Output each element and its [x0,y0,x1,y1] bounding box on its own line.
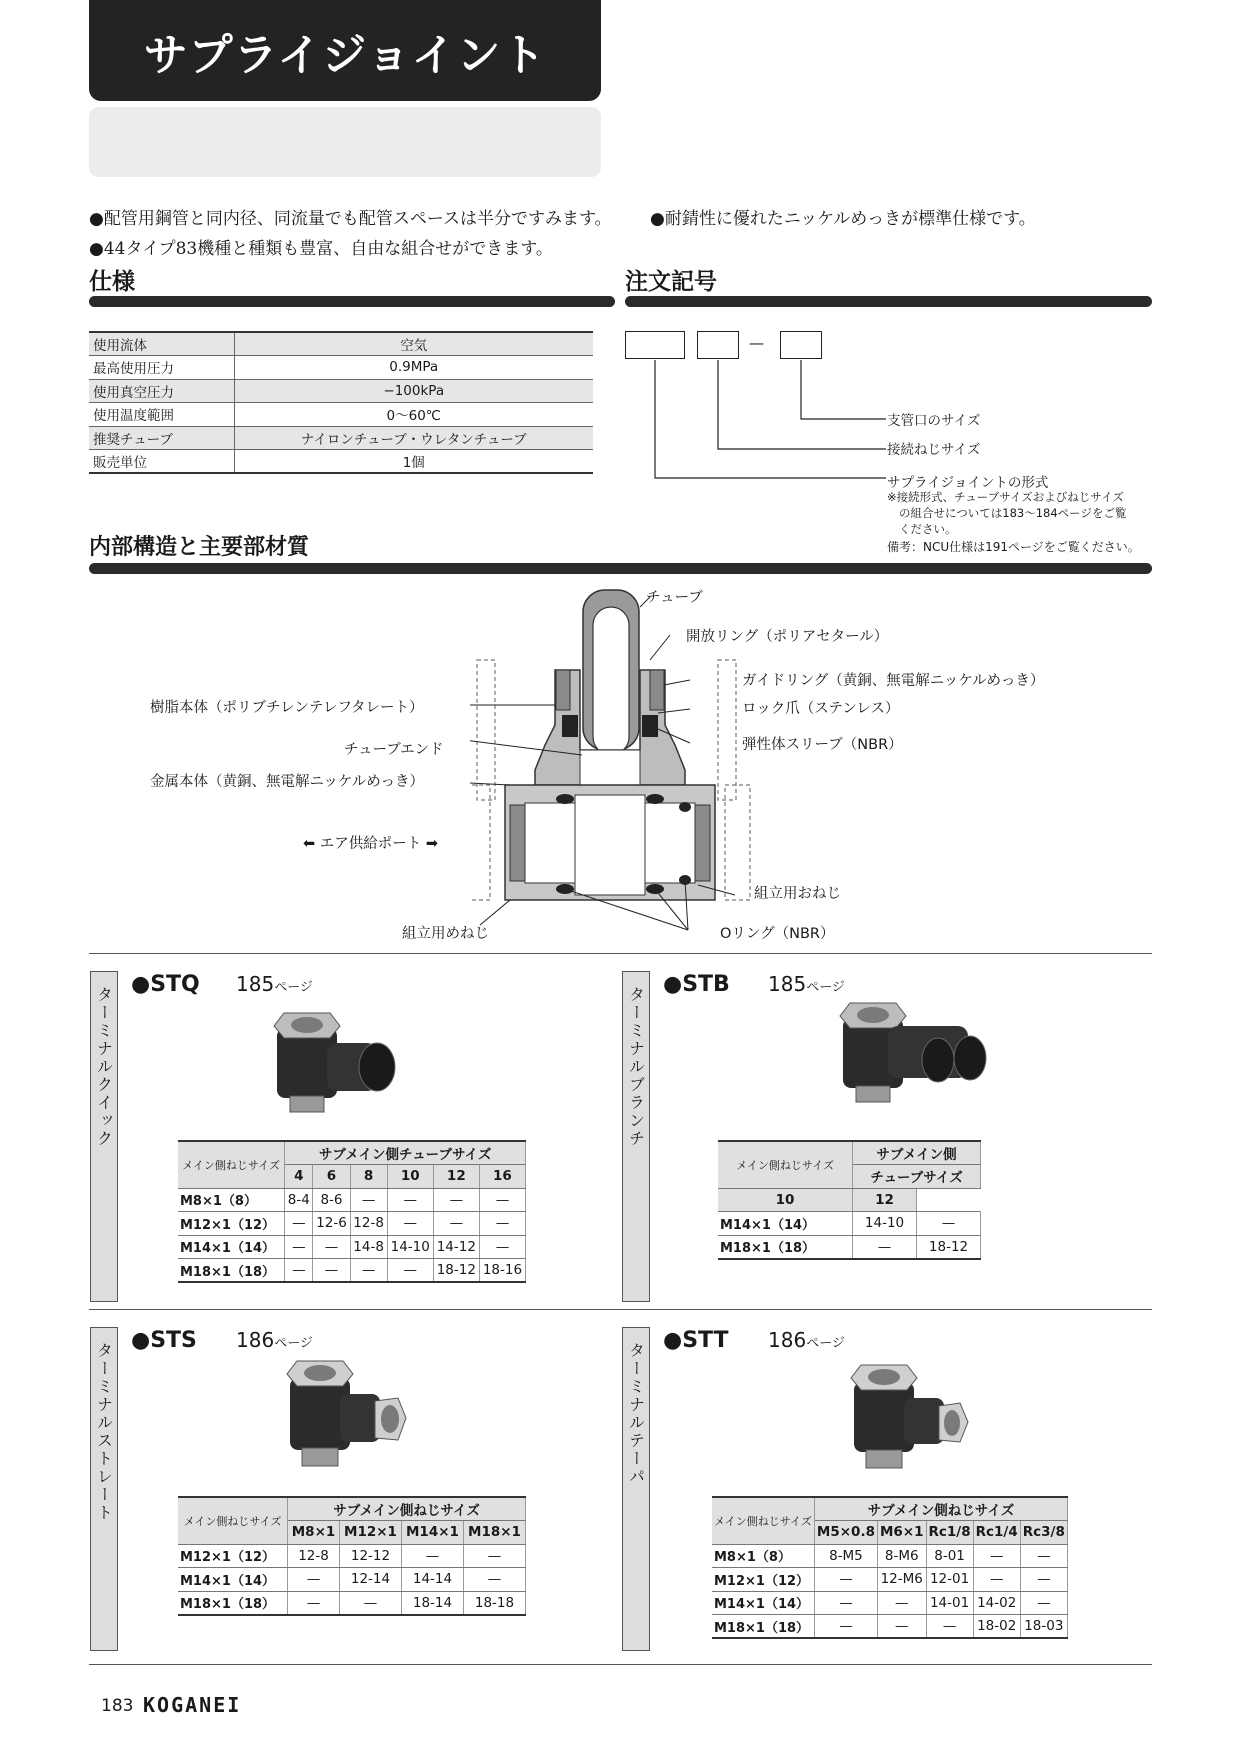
label-air-port-text: エア供給ポート [319,836,422,852]
table-row-header: M18×1（18） [178,1259,285,1283]
table-row [178,1235,526,1259]
table-cell: — [387,1212,433,1236]
spec-heading: 仕様 [89,269,135,295]
table-row [718,1235,981,1259]
sts-table: メイン側ねじサイズ サブメイン側ねじサイズ M8×1 M12×1 M14×1 M18×1 M12×1（12） 12-8 12-12 — — M14×1（14） — 12-14 14-14 — M18×1（18） — — 18-14 18-18 [178,1496,526,1616]
stq-product-image [272,1008,412,1116]
spec-key: 最高使用圧力 [89,356,234,380]
table-cell: 8-M6 [877,1544,926,1568]
order-remark: 備考：NCU仕様は191ページをご覧ください。 [887,540,1140,554]
sts-page-ref: 186ページ [236,1328,313,1352]
table-cell: 18-03 [1020,1615,1067,1639]
table-cell: — [350,1188,387,1212]
subtitle-panel [89,107,601,177]
table-cell: — [973,1568,1020,1592]
stq-col-header: 4 [285,1165,313,1189]
spec-value: 0.9MPa [234,356,593,380]
spec-row [89,403,593,427]
stb-page-ref: 185ページ [768,972,845,996]
section-rule-3 [89,1664,1152,1665]
page-number: 183 [101,1696,134,1716]
sts-side-tab: ターミナルストレート [90,1327,118,1651]
spec-value: 0〜60℃ [234,403,593,427]
table-cell: — [926,1615,973,1639]
table-cell: — [463,1568,525,1592]
table-row-header: M18×1（18） [178,1591,288,1615]
order-note-3: ください。 [899,522,957,536]
label-guide-ring: ガイドリング（黄銅、無電解ニッケルめっき） [742,673,1045,689]
feature-bullet-2: ●44タイプ83機種と種類も豊富、自由な組合せができます。 [89,239,553,259]
stb-table: メイン側ねじサイズ サブメイン側 チューブサイズ 10 12 M14×1（14） 14-10 — M18×1（18） — 18-12 [718,1140,981,1260]
table-cell: 14-10 [387,1235,433,1259]
table-cell: — [1020,1591,1067,1615]
spec-key: 販売単位 [89,450,234,474]
section-rule-2 [89,1309,1152,1310]
table-cell: — [285,1259,313,1283]
table-cell: — [877,1615,926,1639]
stq-col-header: 6 [313,1165,350,1189]
table-cell: — [401,1544,463,1568]
table-row [712,1544,1067,1568]
stt-page-ref: 186ページ [768,1328,845,1352]
table-cell: — [1020,1544,1067,1568]
spec-row [89,332,593,356]
spec-key: 推奨チューブ [89,426,234,450]
table-row [712,1591,1067,1615]
order-label-type: サプライジョイントの形式 [887,475,1049,491]
spec-divider [89,296,615,307]
stt-side-tab: ターミナルテーパ [622,1327,650,1651]
label-tube-end: チューブエンド [344,742,444,758]
stt-col-header: Rc3/8 [1020,1521,1067,1545]
table-cell: 14-02 [973,1591,1020,1615]
table-row-header: M18×1（18） [712,1615,814,1639]
order-label-thread: 接続ねじサイズ [887,442,981,458]
table-row-header: M8×1（8） [712,1544,814,1568]
spec-key: 使用温度範囲 [89,403,234,427]
table-cell: — [1020,1568,1067,1592]
table-row [718,1212,981,1236]
table-cell: — [814,1591,877,1615]
section-rule-1 [89,953,1152,954]
stq-col-header: 12 [433,1165,479,1189]
spec-row [89,450,593,474]
table-cell: 12-8 [288,1544,340,1568]
sts-col-header: M18×1 [463,1521,525,1545]
table-cell: — [313,1235,350,1259]
table-row-header: M12×1（12） [178,1544,288,1568]
spec-row [89,426,593,450]
table-row [178,1544,526,1568]
label-metal-body: 金属本体（黄銅、無電解ニッケルめっき） [150,774,425,790]
spec-table [89,331,593,474]
table-row [178,1188,526,1212]
table-cell: 14-12 [433,1235,479,1259]
table-row-header: M8×1（8） [178,1188,285,1212]
stq-table: メイン側ねじサイズ サブメイン側チューブサイズ 4 6 8 10 12 16 M8×1（8） 8-4 8-6 — — — — M12×1（12） — 12-6 12-8 — — — M14×1（14） — — 14-8 14-10 14-12 — M18×1（18） — — — — 18-12 18-16 [178,1140,526,1283]
table-cell: — [288,1568,340,1592]
sts-col-header: M8×1 [288,1521,340,1545]
spec-key: 使用流体 [89,332,234,356]
table-cell: 18-14 [401,1591,463,1615]
stq-col-header: 10 [387,1165,433,1189]
table-cell: 18-12 [433,1259,479,1283]
table-row [178,1259,526,1283]
stb-product-image [838,998,988,1110]
table-cell: 14-10 [853,1212,917,1236]
spec-value: 空気 [234,332,593,356]
table-cell: 14-8 [350,1235,387,1259]
table-cell: — [479,1235,525,1259]
label-female-thread: 組立用めねじ [402,926,489,942]
table-cell: 12-12 [340,1544,402,1568]
table-row-header: M14×1（14） [178,1235,285,1259]
arrow-right-icon: ➡ [425,836,439,852]
spec-row [89,379,593,403]
stt-name: ●STT [663,1328,729,1353]
stb-col-header: 12 [853,1188,917,1212]
stb-name: ●STB [663,972,730,997]
table-cell: — [814,1568,877,1592]
table-cell: 12-M6 [877,1568,926,1592]
table-cell: 12-01 [926,1568,973,1592]
feature-bullet-1: ●配管用鋼管と同内径、同流量でも配管スペースは半分ですみます。 [89,209,612,229]
table-cell: — [479,1212,525,1236]
stt-col-header: Rc1/4 [973,1521,1020,1545]
label-o-ring: Oリング（NBR） [720,926,835,942]
table-cell: — [479,1188,525,1212]
table-row [178,1568,526,1592]
order-divider [625,296,1152,307]
table-row [178,1212,526,1236]
table-cell: 12-8 [350,1212,387,1236]
stt-col-header: M5×0.8 [814,1521,877,1545]
page-title: サプライジョイント [89,0,601,101]
sts-product-image [280,1356,410,1472]
table-row [712,1615,1067,1639]
table-cell: — [285,1235,313,1259]
table-cell: 18-18 [463,1591,525,1615]
table-cell: 18-16 [479,1259,525,1283]
table-cell: — [814,1615,877,1639]
arrow-left-icon: ⬅ [303,836,316,852]
spec-row [89,356,593,380]
feature-bullet-3: ●耐錆性に優れたニッケルめっきが標準仕様です。 [650,209,1036,229]
stb-side-tab: ターミナルブランチ [622,971,650,1302]
table-row-header: M14×1（14） [178,1568,288,1592]
stq-name: ●STQ [131,972,200,997]
table-row [712,1568,1067,1592]
table-cell: 8-6 [313,1188,350,1212]
table-cell: — [877,1591,926,1615]
table-cell: — [853,1235,917,1259]
table-cell: — [917,1212,981,1236]
table-cell: — [340,1591,402,1615]
stt-col-header: M6×1 [877,1521,926,1545]
table-cell: 8-4 [285,1188,313,1212]
table-cell: 18-12 [917,1235,981,1259]
label-tube: チューブ [646,590,703,606]
brand-logo: KOGANEI [143,1693,242,1717]
order-leader-lines [620,355,900,485]
stb-col-header: 10 [718,1188,853,1212]
table-cell: — [387,1188,433,1212]
spec-value: 1個 [234,450,593,474]
table-cell: — [350,1259,387,1283]
table-cell: — [313,1259,350,1283]
label-release-ring: 開放リング（ポリアセタール） [686,629,889,645]
table-cell: 18-02 [973,1615,1020,1639]
table-cell: — [288,1591,340,1615]
label-resin-body: 樹脂本体（ポリブチレンテレフタレート） [150,700,424,716]
table-row-header: M12×1（12） [178,1212,285,1236]
table-cell: 12-6 [313,1212,350,1236]
table-cell: — [433,1212,479,1236]
sts-name: ●STS [131,1328,197,1353]
stt-table: メイン側ねじサイズ サブメイン側ねじサイズ M5×0.8 M6×1 Rc1/8 Rc1/4 Rc3/8 M8×1（8） 8-M5 8-M6 8-01 — — M12×1（12） — 12-M6 12-01 — — M14×1（14） — — 14-01 14-02 — M18×1（18） — — — 18-02 18-03 [712,1496,1068,1639]
table-row-header: M14×1（14） [712,1591,814,1615]
table-cell: — [433,1188,479,1212]
order-label-branch: 支管口のサイズ [887,413,981,429]
table-row-header: M14×1（14） [718,1212,853,1236]
spec-value: ナイロンチューブ・ウレタンチューブ [234,426,593,450]
table-cell: — [387,1259,433,1283]
table-cell: — [285,1212,313,1236]
order-note-2: の組合せについては183〜184ページをご覧 [899,506,1127,520]
label-sleeve: 弾性体スリーブ（NBR） [742,737,903,753]
table-cell: 8-M5 [814,1544,877,1568]
order-note-1: ※接続形式、チューブサイズおよびねじサイズ [887,490,1124,504]
table-row [178,1591,526,1615]
table-cell: — [463,1544,525,1568]
stq-side-tab: ターミナルクイック [90,971,118,1302]
order-heading: 注文記号 [625,269,717,295]
table-cell: 8-01 [926,1544,973,1568]
table-cell: 14-14 [401,1568,463,1592]
table-row-header: M18×1（18） [718,1235,853,1259]
label-lock-claw: ロック爪（ステンレス） [742,701,900,717]
stt-product-image [844,1360,974,1472]
table-row-header: M12×1（12） [712,1568,814,1592]
stq-col-header: 8 [350,1165,387,1189]
stq-col-header: 16 [479,1165,525,1189]
label-air-port [303,832,438,853]
order-dash: — [749,334,764,352]
table-cell: — [973,1544,1020,1568]
stq-page-ref: 185ページ [236,972,313,996]
label-male-thread: 組立用おねじ [754,886,841,902]
sts-col-header: M12×1 [340,1521,402,1545]
spec-value: −100kPa [234,379,593,403]
stt-col-header: Rc1/8 [926,1521,973,1545]
structure-divider [89,563,1152,574]
table-cell: 14-01 [926,1591,973,1615]
sts-col-header: M14×1 [401,1521,463,1545]
structure-heading: 内部構造と主要部材質 [89,535,310,560]
table-cell: 12-14 [340,1568,402,1592]
spec-key: 使用真空圧力 [89,379,234,403]
